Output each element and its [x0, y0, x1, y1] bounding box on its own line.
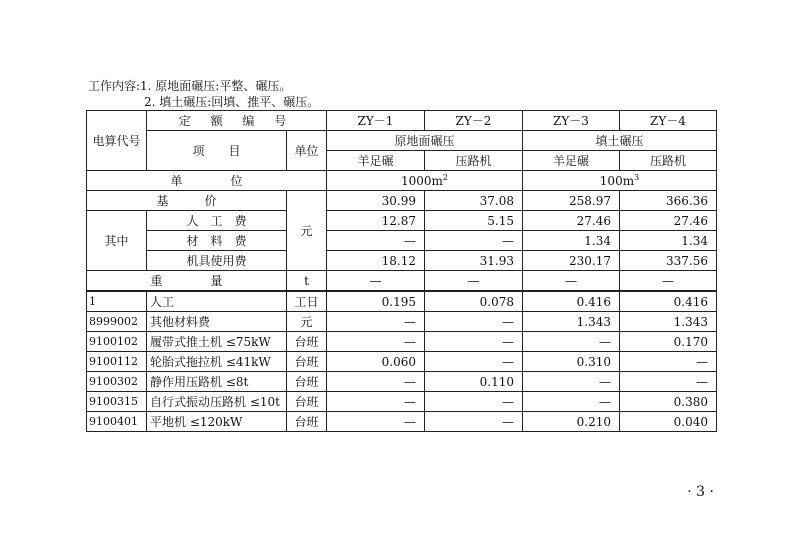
machine-cost-1: 18.12 [327, 251, 425, 271]
machine-cost-3: 230.17 [523, 251, 620, 271]
labor-cost-1: 12.87 [327, 211, 425, 231]
item-code: 1 [87, 291, 147, 312]
table-row [87, 372, 717, 392]
labor-cost-3: 27.46 [523, 211, 620, 231]
item-header: 项 目 [147, 131, 287, 171]
machine-cost-2: 31.93 [425, 251, 523, 271]
labor-cost-row [87, 211, 717, 231]
weight-1: — [327, 271, 425, 292]
item-value-3: — [523, 332, 620, 352]
unit-header: 单位 [287, 131, 327, 171]
items-body [87, 291, 717, 432]
quota-no-4: ZY－4 [620, 111, 717, 131]
sub-label-1: 羊足碾 [327, 151, 425, 171]
base-price-4: 366.36 [620, 191, 717, 211]
base-price-2: 37.08 [425, 191, 523, 211]
item-unit: 工日 [287, 291, 327, 312]
labor-cost-2: 5.15 [425, 211, 523, 231]
item-value-2: — [425, 412, 523, 432]
item-value-3: 0.210 [523, 412, 620, 432]
item-unit: 台班 [287, 352, 327, 372]
machine-cost-label: 机具使用费 [147, 251, 287, 271]
group-fill-soil: 填土碾压 [523, 131, 717, 151]
base-price-row [87, 191, 717, 211]
material-cost-row [87, 231, 717, 251]
item-value-2: — [425, 392, 523, 412]
weight-4: — [620, 271, 717, 292]
item-code: 9100302 [87, 372, 147, 392]
item-name: 平地机 ≤120kW [147, 412, 287, 432]
material-cost-1: — [327, 231, 425, 251]
code-header: 电算代号 [87, 111, 147, 171]
weight-3: — [523, 271, 620, 292]
item-code: 8999002 [87, 312, 147, 332]
item-value-1: — [327, 332, 425, 352]
unit-original-text: 1000m [400, 173, 443, 188]
item-code: 9100102 [87, 332, 147, 352]
item-value-4: — [620, 352, 717, 372]
item-value-2: — [425, 312, 523, 332]
item-code: 9100315 [87, 392, 147, 412]
item-value-1: — [327, 392, 425, 412]
item-value-1: — [327, 372, 425, 392]
of-which-label: 其中 [87, 211, 147, 271]
labor-cost-label: 人 工 费 [147, 211, 287, 231]
work-content [88, 78, 319, 110]
item-value-4: 0.380 [620, 392, 717, 412]
work-content-line-1: 工作内容:1. 原地面碾压:平整、碾压。 [88, 79, 292, 93]
table-row [87, 332, 717, 352]
base-price-label: 基 价 [87, 191, 287, 211]
base-price-3: 258.97 [523, 191, 620, 211]
quota-table [86, 110, 717, 432]
quota-no-3: ZY－3 [523, 111, 620, 131]
item-value-4: 0.416 [620, 291, 717, 312]
material-cost-2: — [425, 231, 523, 251]
weight-row [87, 271, 717, 292]
table-row [87, 312, 717, 332]
weight-unit: t [287, 271, 327, 292]
quota-no-2: ZY－2 [425, 111, 523, 131]
header-row-groups [87, 131, 717, 151]
sub-label-2: 压路机 [425, 151, 523, 171]
item-name: 静作用压路机 ≤8t [147, 372, 287, 392]
material-cost-label: 材 料 费 [147, 231, 287, 251]
item-name: 履带式推土机 ≤75kW [147, 332, 287, 352]
item-unit: 台班 [287, 412, 327, 432]
table-row [87, 352, 717, 372]
item-value-3: 0.416 [523, 291, 620, 312]
item-value-1: 0.195 [327, 291, 425, 312]
item-value-3: — [523, 392, 620, 412]
machine-cost-row [87, 251, 717, 271]
item-value-4: — [620, 372, 717, 392]
unit-original: $1000m^2$ [327, 171, 523, 191]
machine-cost-4: 337.56 [620, 251, 717, 271]
item-name: 自行式振动压路机 ≤10t [147, 392, 287, 412]
material-cost-4: 1.34 [620, 231, 717, 251]
item-value-2: 0.110 [425, 372, 523, 392]
table-row [87, 412, 717, 432]
item-name: 人工 [147, 291, 287, 312]
weight-2: — [425, 271, 523, 292]
item-unit: 台班 [287, 372, 327, 392]
unit-row [87, 171, 717, 191]
item-value-4: 0.040 [620, 412, 717, 432]
item-unit: 台班 [287, 392, 327, 412]
material-cost-3: 1.34 [523, 231, 620, 251]
item-value-2: 0.078 [425, 291, 523, 312]
unit-fill-exp: 3 [634, 172, 640, 182]
unit-fill [523, 171, 717, 191]
item-code: 9100112 [87, 352, 147, 372]
item-name: 其他材料费 [147, 312, 287, 332]
quota-no-header: 定 额 编 号 [147, 111, 327, 131]
item-value-1: — [327, 412, 425, 432]
header-row-quota-no [87, 111, 717, 131]
sub-label-4: 压路机 [620, 151, 717, 171]
base-price-1: 30.99 [327, 191, 425, 211]
item-value-3: 1.343 [523, 312, 620, 332]
item-value-4: 1.343 [620, 312, 717, 332]
item-unit: 台班 [287, 332, 327, 352]
item-value-2: — [425, 332, 523, 352]
work-content-line-2: 2. 填土碾压:回填、推平、碾压。 [144, 95, 320, 109]
unit-row-label: 单 位 [87, 171, 327, 191]
quota-no-1: ZY－1 [327, 111, 425, 131]
item-value-1: — [327, 312, 425, 332]
weight-label: 重 量 [87, 271, 287, 292]
item-code: 9100401 [87, 412, 147, 432]
item-value-3: 0.310 [523, 352, 620, 372]
table-row [87, 291, 717, 312]
item-value-2: — [425, 352, 523, 372]
item-unit: 元 [287, 312, 327, 332]
item-value-3: — [523, 372, 620, 392]
table-row [87, 392, 717, 412]
item-name: 轮胎式拖拉机 ≤41kW [147, 352, 287, 372]
labor-cost-4: 27.46 [620, 211, 717, 231]
page-number: · 3 · [687, 484, 714, 500]
price-unit: 元 [287, 191, 327, 271]
item-value-4: 0.170 [620, 332, 717, 352]
group-original-ground: 原地面碾压 [327, 131, 523, 151]
sub-label-3: 羊足碾 [523, 151, 620, 171]
unit-fill-text: 100m [599, 173, 635, 188]
item-value-1: 0.060 [327, 352, 425, 372]
